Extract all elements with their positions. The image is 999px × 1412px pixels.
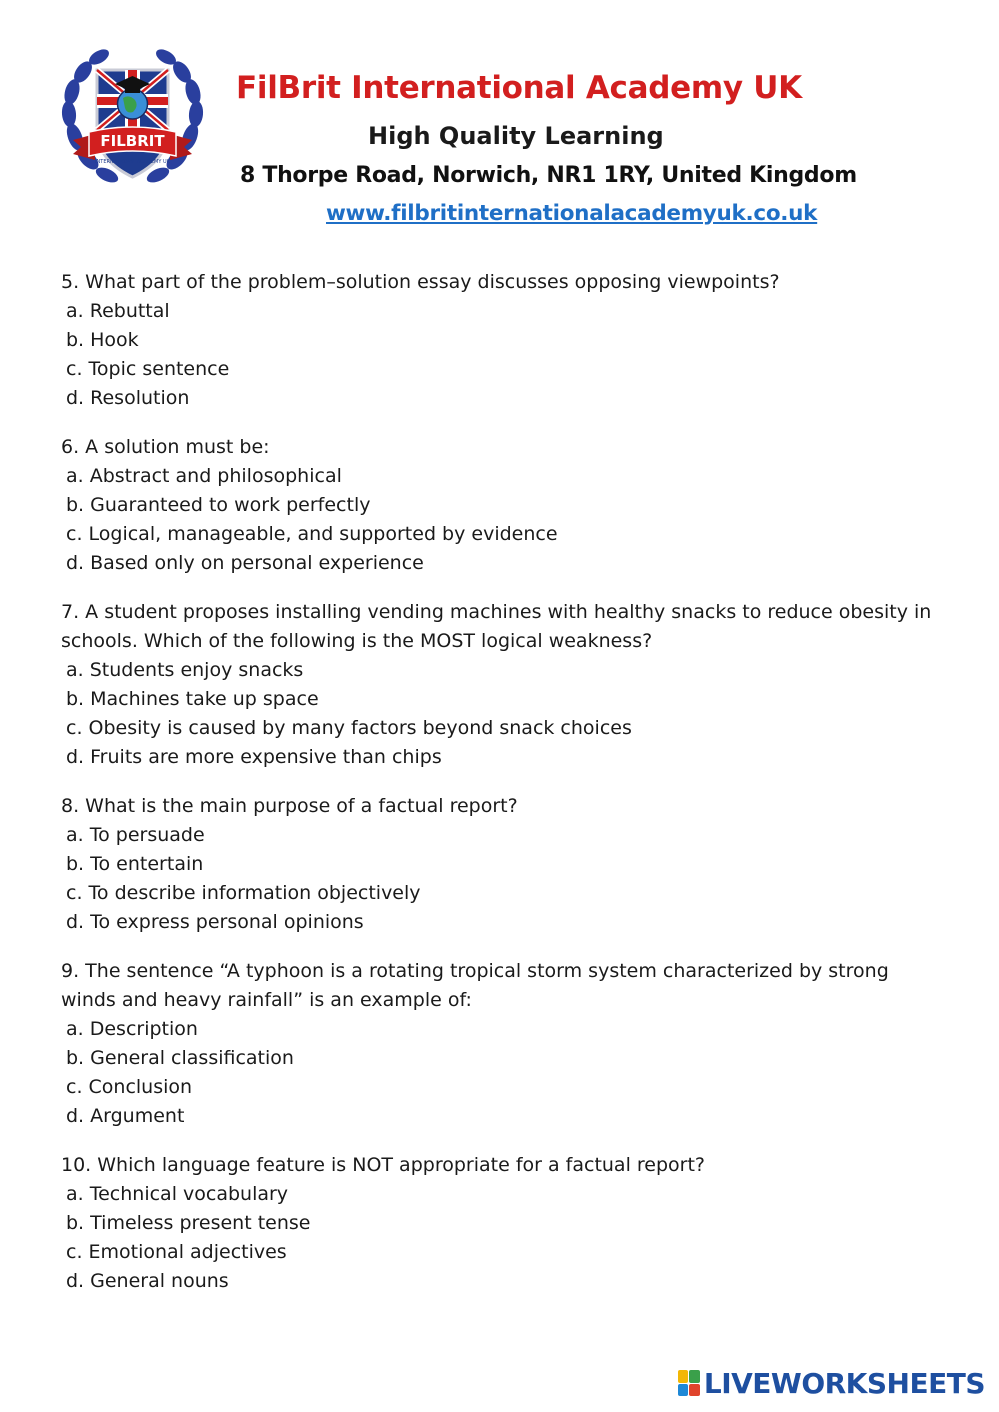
option-b[interactable]: b. Machines take up space — [66, 688, 319, 710]
option-a[interactable]: a. Abstract and philosophical — [66, 465, 342, 487]
option-a[interactable]: a. Rebuttal — [66, 300, 170, 322]
option-a[interactable]: a. Students enjoy snacks — [66, 659, 304, 681]
option-c[interactable]: c. To describe information objectively — [66, 882, 421, 904]
option-c[interactable]: c. Conclusion — [66, 1076, 193, 1098]
question-10 — [61, 1151, 941, 1296]
school-address: 8 Thorpe Road, Norwich, NR1 1RY, United Kingdom — [240, 163, 857, 188]
question-text: 9. The sentence “A typhoon is a rotating tropical storm system characterized by strong winds and heavy rainfall” is an example of: — [61, 960, 889, 1011]
option-a[interactable]: a. To persuade — [66, 824, 205, 846]
liveworksheets-icon — [678, 1370, 700, 1396]
option-b[interactable]: b. To entertain — [66, 853, 204, 875]
question-list — [61, 268, 941, 1316]
question-text: 5. What part of the problem–solution essay discusses opposing viewpoints? — [61, 271, 780, 293]
option-b[interactable]: b. Guaranteed to work perfectly — [66, 494, 371, 516]
question-text: 7. A student proposes installing vending machines with healthy snacks to reduce obesity in schools. Which of the following is the MOST logical weakness? — [61, 601, 932, 652]
website-link[interactable]: www.filbritinternationalacademyuk.co.uk — [326, 201, 818, 226]
school-name: FilBrit International Academy UK — [236, 70, 802, 106]
liveworksheets-brand: LIVEWORKSHEETS — [703, 1366, 985, 1400]
option-d[interactable]: d. Argument — [66, 1105, 185, 1127]
option-d[interactable]: d. Resolution — [66, 387, 190, 409]
logo-text: FILBRIT — [100, 132, 165, 150]
option-c[interactable]: c. Logical, manageable, and supported by evidence — [66, 523, 558, 545]
question-6 — [61, 433, 941, 578]
option-a[interactable]: a. Description — [66, 1018, 198, 1040]
tagline: High Quality Learning — [368, 122, 664, 150]
option-a[interactable]: a. Technical vocabulary — [66, 1183, 289, 1205]
option-d[interactable]: d. General nouns — [66, 1270, 229, 1292]
school-logo — [55, 42, 210, 192]
question-text: 10. Which language feature is NOT appropriate for a factual report? — [61, 1154, 706, 1176]
option-d[interactable]: d. Based only on personal experience — [66, 552, 424, 574]
option-d[interactable]: d. Fruits are more expensive than chips — [66, 746, 442, 768]
liveworksheets-logo[interactable] — [678, 1366, 985, 1400]
question-8 — [61, 792, 941, 937]
question-5 — [61, 268, 941, 413]
question-9 — [61, 957, 941, 1131]
option-d[interactable]: d. To express personal opinions — [66, 911, 364, 933]
option-b[interactable]: b. Hook — [66, 329, 139, 351]
question-text: 6. A solution must be: — [61, 436, 270, 458]
option-c[interactable]: c. Obesity is caused by many factors beyond snack choices — [66, 717, 632, 739]
question-text: 8. What is the main purpose of a factual report? — [61, 795, 518, 817]
option-c[interactable]: c. Topic sentence — [66, 358, 230, 380]
question-7 — [61, 598, 941, 772]
option-b[interactable]: b. General classification — [66, 1047, 294, 1069]
option-b[interactable]: b. Timeless present tense — [66, 1212, 311, 1234]
option-c[interactable]: c. Emotional adjectives — [66, 1241, 287, 1263]
logo-subtext: INTERNATIONAL ACADEMY UK — [95, 159, 170, 165]
